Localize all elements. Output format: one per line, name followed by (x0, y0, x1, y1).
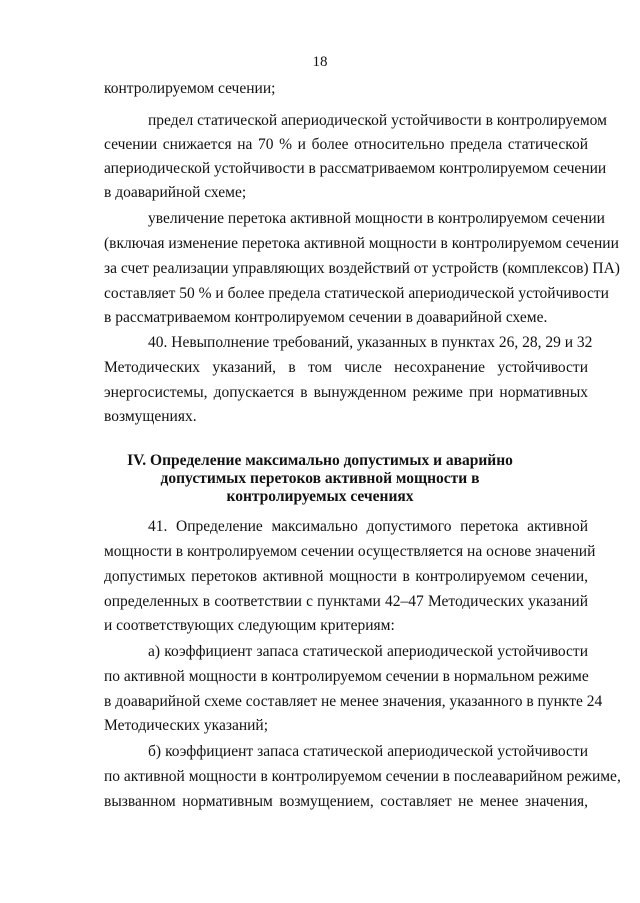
text-line: возмущениях. (104, 408, 197, 425)
text-line: 41. Определение максимально допустимого перетока активной (148, 518, 588, 535)
text-line: составляет 50 % и более предела статической апериодической устойчивости (104, 285, 609, 302)
text-line: определенных в соответствии с пунктами 42–47 Методических указаний (104, 593, 588, 610)
text-line: б) коэффициент запаса статической апериодической устойчивости (148, 743, 588, 760)
text-line: 40. Невыполнение требований, указанных в пунктах 26, 28, 29 и 32 (148, 334, 593, 351)
text-line: Методических указаний, в том числе несохранение устойчивости (104, 359, 588, 376)
text-line: увеличение перетока активной мощности в контролируемом сечении (148, 210, 605, 227)
text-line: по активной мощности в контролируемом сечении в нормальном режиме (104, 668, 589, 685)
text-line: (включая изменение перетока активной мощности в контролируемом сечении (104, 235, 619, 252)
section-heading: контролируемых сечениях (226, 488, 414, 505)
text-line: предел статической апериодической устойчивости в контролируемом (148, 112, 607, 129)
text-line: в доаварийной схеме; (104, 184, 247, 201)
text-line: допустимых перетоков активной мощности в контролируемом сечении, (104, 568, 588, 585)
text-line: по активной мощности в контролируемом сечении в послеаварийном режиме, (104, 768, 621, 785)
text-line: мощности в контролируемом сечении осуществляется на основе значений (104, 543, 596, 560)
page-number: 18 (312, 54, 328, 70)
section-heading: IV. Определение максимально допустимых и аварийно (127, 452, 513, 469)
text-line: вызванном нормативным возмущением, составляет не менее значения, (104, 793, 588, 810)
text-line: в рассматриваемом контролируемом сечении в доаварийной схеме. (104, 309, 548, 326)
text-line: сечении снижается на 70 % и более относительно предела статической (104, 136, 588, 153)
text-line: энергосистемы, допускается в вынужденном режиме при нормативных (104, 384, 588, 401)
text-line: за счет реализации управляющих воздействий от устройств (комплексов) ПА) (104, 260, 620, 277)
text-line: контролируемом сечении; (104, 80, 276, 97)
text-line: в доаварийной схеме составляет не менее значения, указанного в пункте 24 (104, 693, 603, 710)
text-line: апериодической устойчивости в рассматриваемом контролируемом сечении (104, 160, 607, 177)
section-heading: допустимых перетоков активной мощности в (160, 470, 480, 487)
text-line: Методических указаний; (104, 717, 269, 734)
text-line: а) коэффициент запаса статической апериодической устойчивости (148, 643, 588, 660)
text-line: и соответствующих следующим критериям: (104, 617, 395, 634)
